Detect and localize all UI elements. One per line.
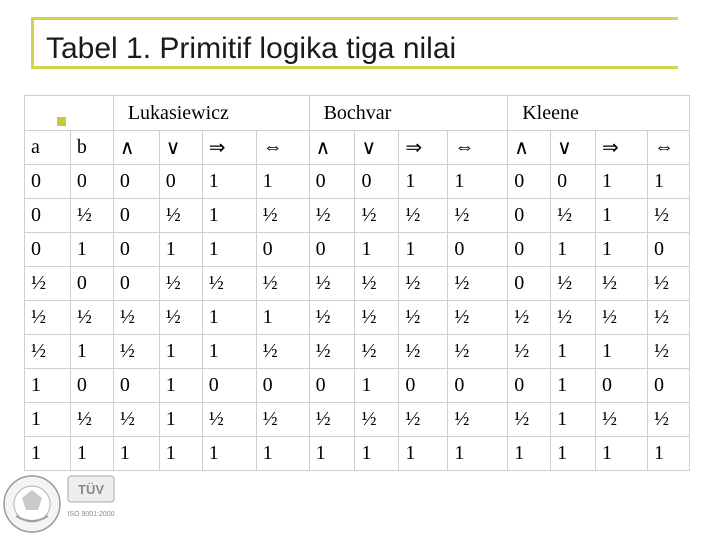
cell-kleene-iff: ½ [647,301,689,335]
cell-var-a: 1 [25,403,71,437]
cell-boch-or: 0 [355,165,399,199]
cell-kleene-implies: ½ [596,301,648,335]
table-row [25,437,690,471]
cell-kleene-or: ½ [551,267,596,301]
cell-kleene-implies: 1 [596,233,648,267]
cell-boch-implies: 1 [399,165,448,199]
cell-luk-iff: ½ [256,335,309,369]
cell-kleene-iff: ½ [647,267,689,301]
cell-kleene-iff: ½ [647,199,689,233]
cell-luk-iff: 0 [256,233,309,267]
header-implies: ⇒ [596,131,648,165]
cell-boch-iff: ½ [448,335,508,369]
group-header-row [25,96,690,131]
cell-kleene-and: 0 [508,267,551,301]
cell-boch-implies: 1 [399,233,448,267]
cell-boch-iff: 1 [448,165,508,199]
table-row [25,301,690,335]
cell-boch-implies: 0 [399,369,448,403]
cell-boch-or: ½ [355,301,399,335]
cell-luk-or: 1 [159,335,202,369]
cell-kleene-implies: 1 [596,165,648,199]
cell-kleene-or: 0 [551,165,596,199]
cell-boch-and: ½ [309,335,355,369]
cell-luk-or: ½ [159,199,202,233]
cell-kleene-implies: ½ [596,267,648,301]
cell-luk-or: 1 [159,233,202,267]
cell-luk-implies: ½ [202,267,256,301]
operator-header-row [25,131,690,165]
cell-boch-implies: ½ [399,199,448,233]
cell-luk-or: 1 [159,403,202,437]
cell-kleene-iff: 0 [647,233,689,267]
cell-var-b: ½ [70,403,113,437]
cell-kleene-and: ½ [508,335,551,369]
cell-kleene-and: ½ [508,301,551,335]
cell-luk-implies: ½ [202,403,256,437]
cell-luk-and: 0 [113,369,159,403]
cell-kleene-implies: 0 [596,369,648,403]
cell-var-b: ½ [70,301,113,335]
cell-boch-implies: 1 [399,437,448,471]
cell-var-a: 0 [25,165,71,199]
cell-kleene-or: ½ [551,199,596,233]
table-row [25,165,690,199]
truth-table [24,95,690,471]
slide-title: Tabel 1. Primitif logika tiga nilai [46,32,457,65]
cell-boch-and: 0 [309,369,355,403]
cell-boch-iff: 0 [448,233,508,267]
cell-boch-or: ½ [355,267,399,301]
header-or: ∨ [159,131,202,165]
header-and: ∧ [508,131,551,165]
cell-luk-and: 1 [113,437,159,471]
cell-kleene-implies: 1 [596,335,648,369]
cell-kleene-implies: 1 [596,437,648,471]
cell-kleene-and: 0 [508,199,551,233]
cell-kleene-and: 0 [508,165,551,199]
cell-kleene-or: 1 [551,369,596,403]
cell-luk-or: 1 [159,437,202,471]
cell-boch-implies: ½ [399,403,448,437]
cell-var-b: 1 [70,335,113,369]
cell-kleene-implies: ½ [596,403,648,437]
cell-kleene-or: 1 [551,403,596,437]
cell-luk-and: 0 [113,233,159,267]
cell-boch-or: 1 [355,437,399,471]
cell-luk-implies: 1 [202,437,256,471]
cell-var-a: ½ [25,301,71,335]
cell-boch-and: ½ [309,267,355,301]
cell-kleene-and: 0 [508,233,551,267]
cell-boch-or: 1 [355,369,399,403]
cell-boch-or: ½ [355,335,399,369]
decorative-left-line [31,17,34,67]
cell-var-b: 0 [70,369,113,403]
cell-var-a: ½ [25,335,71,369]
cell-boch-iff: ½ [448,267,508,301]
group-header-lukasiewicz: Lukasiewicz [113,96,309,131]
cell-luk-and: 0 [113,165,159,199]
cell-kleene-iff: 0 [647,369,689,403]
cell-var-b: 1 [70,437,113,471]
cell-luk-implies: 1 [202,335,256,369]
cell-luk-and: 0 [113,199,159,233]
cell-luk-implies: 0 [202,369,256,403]
cell-kleene-or: 1 [551,233,596,267]
cell-luk-iff: 1 [256,165,309,199]
cell-boch-implies: ½ [399,267,448,301]
cell-var-b: 0 [70,267,113,301]
table-row [25,267,690,301]
header-var-b: b [70,131,113,165]
tuv-certification-icon [67,476,114,518]
cell-luk-or: 1 [159,369,202,403]
cell-boch-iff: ½ [448,301,508,335]
header-implies: ⇒ [399,131,448,165]
header-implies: ⇒ [202,131,256,165]
cell-boch-iff: ½ [448,403,508,437]
cell-luk-or: 0 [159,165,202,199]
cell-kleene-or: ½ [551,301,596,335]
cell-var-b: 0 [70,165,113,199]
cell-luk-or: ½ [159,267,202,301]
cell-boch-and: ½ [309,301,355,335]
cell-kleene-iff: ½ [647,403,689,437]
cell-kleene-and: 1 [508,437,551,471]
cell-var-a: ½ [25,267,71,301]
cell-luk-and: 0 [113,267,159,301]
cell-kleene-or: 1 [551,335,596,369]
table-row [25,233,690,267]
cell-luk-iff: 1 [256,301,309,335]
table-row [25,199,690,233]
cell-luk-implies: 1 [202,233,256,267]
cell-kleene-and: ½ [508,403,551,437]
header-var-a: a [25,131,71,165]
cell-luk-and: ½ [113,335,159,369]
cell-boch-implies: ½ [399,301,448,335]
cell-luk-implies: 1 [202,165,256,199]
cell-var-b: ½ [70,199,113,233]
table-row [25,403,690,437]
header-and: ∧ [113,131,159,165]
cell-boch-or: 1 [355,233,399,267]
cell-luk-iff: ½ [256,199,309,233]
cell-luk-iff: ½ [256,267,309,301]
footer-logos [2,470,122,538]
cell-boch-and: 0 [309,165,355,199]
header-or: ∨ [551,131,596,165]
cell-boch-implies: ½ [399,335,448,369]
cell-boch-iff: 1 [448,437,508,471]
decorative-title-underline [31,66,678,69]
university-seal-icon [4,476,60,532]
cell-boch-and: ½ [309,199,355,233]
cell-boch-or: ½ [355,199,399,233]
header-iff: ⇔ [448,131,508,165]
cell-kleene-or: 1 [551,437,596,471]
cell-kleene-iff: ½ [647,335,689,369]
header-or: ∨ [355,131,399,165]
cell-kleene-and: 0 [508,369,551,403]
cell-luk-and: ½ [113,403,159,437]
group-header-kleene: Kleene [508,96,690,131]
table-row [25,369,690,403]
cell-luk-and: ½ [113,301,159,335]
group-header-bochvar: Bochvar [309,96,508,131]
cell-luk-iff: 0 [256,369,309,403]
cell-boch-or: ½ [355,403,399,437]
cell-luk-iff: 1 [256,437,309,471]
header-and: ∧ [309,131,355,165]
table-row [25,335,690,369]
cell-var-b: 1 [70,233,113,267]
cell-boch-iff: ½ [448,199,508,233]
cell-luk-iff: ½ [256,403,309,437]
header-iff: ⇔ [256,131,309,165]
cell-boch-and: 0 [309,233,355,267]
header-iff: ⇔ [647,131,689,165]
cell-kleene-implies: 1 [596,199,648,233]
decorative-top-line [31,17,678,20]
cell-kleene-iff: 1 [647,165,689,199]
cell-var-a: 0 [25,233,71,267]
cell-kleene-iff: 1 [647,437,689,471]
cell-var-a: 1 [25,437,71,471]
cell-boch-iff: 0 [448,369,508,403]
cell-var-a: 0 [25,199,71,233]
svg-text:ISO 9001:2000: ISO 9001:2000 [67,511,115,518]
cell-var-a: 1 [25,369,71,403]
group-header-empty [25,96,114,131]
cell-boch-and: ½ [309,403,355,437]
cell-luk-implies: 1 [202,301,256,335]
cell-luk-implies: 1 [202,199,256,233]
cell-boch-and: 1 [309,437,355,471]
svg-text:TÜV: TÜV [78,482,104,497]
cell-luk-or: ½ [159,301,202,335]
